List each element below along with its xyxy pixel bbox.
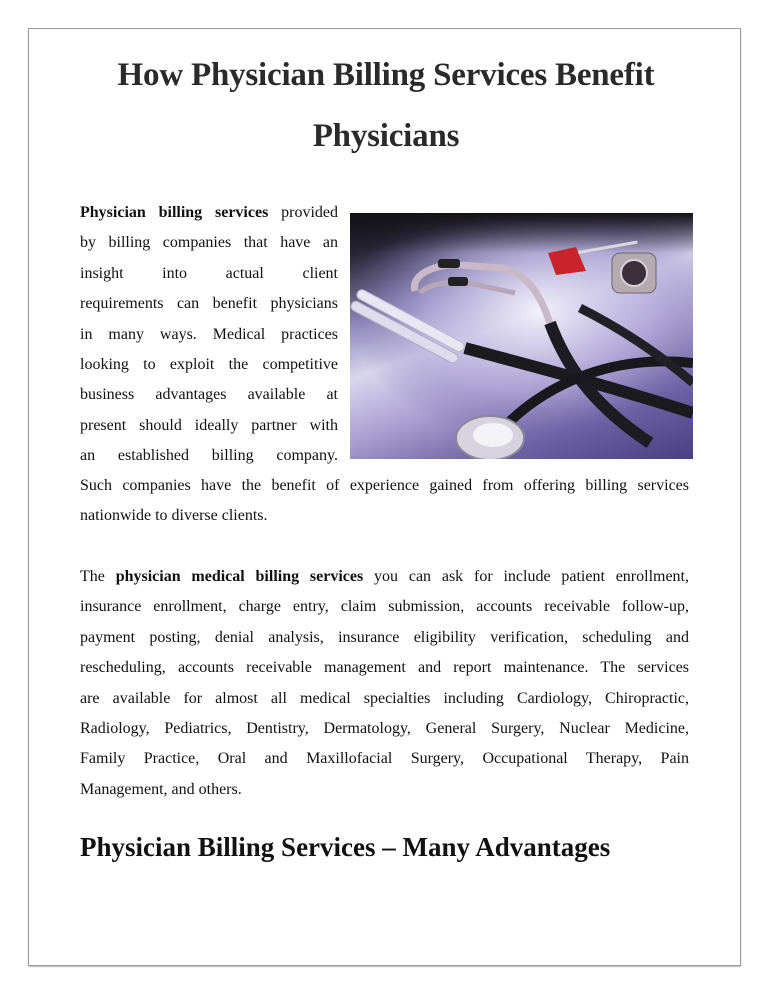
services-line: Family Practice, Oral and Maxillofacial Surgery, Occupational Therapy, Pain — [80, 750, 689, 768]
stethoscope-illustration — [350, 213, 693, 459]
intro-line: an established billing company. — [80, 447, 338, 465]
services-line: Management, and others. — [80, 780, 242, 798]
intro-paragraph — [80, 198, 338, 472]
intro-paragraph-continued — [80, 471, 689, 532]
intro-line: by billing companies that have an — [80, 234, 338, 252]
bold-term: Physician billing services — [80, 204, 269, 221]
page-title-line-2: Physicians — [312, 118, 460, 154]
bold-term: physician medical billing services — [115, 568, 364, 585]
services-line: payment posting, denial analysis, insurance eligibility verification, scheduling and — [80, 628, 689, 646]
intro-line: Physician billing services provided — [80, 204, 339, 221]
services-line: rescheduling, accounts receivable management and report maintenance. The services — [80, 659, 689, 677]
services-line: The physician medical billing services you can ask for include patient enrollment, — [80, 568, 690, 585]
services-line: are available for almost all medical specialties including Cardiology, Chiropractic, — [80, 689, 689, 707]
services-line: Radiology, Pediatrics, Dentistry, Dermatology, General Surgery, Nuclear Medicine, — [80, 719, 689, 737]
stethoscope-photo — [350, 213, 693, 459]
services-line: insurance enrollment, charge entry, claim submission, accounts receivable follow-up, — [80, 598, 689, 616]
page-title-line-1: How Physician Billing Services Benefit — [117, 57, 655, 93]
intro-line: looking to exploit the competitive — [80, 355, 338, 373]
section-heading: Physician Billing Services – Many Advantages — [80, 832, 611, 862]
services-paragraph — [80, 562, 689, 805]
intro-line: in many ways. Medical practices — [80, 325, 338, 343]
intro-line: requirements can benefit physicians — [80, 295, 338, 313]
intro-line: insight into actual client — [80, 264, 338, 282]
intro-line: present should ideally partner with — [80, 416, 338, 434]
intro-line: nationwide to diverse clients. — [80, 507, 268, 525]
intro-line: Such companies have the benefit of experience gained from offering billing services — [80, 477, 689, 494]
intro-line: business advantages available at — [80, 386, 338, 404]
